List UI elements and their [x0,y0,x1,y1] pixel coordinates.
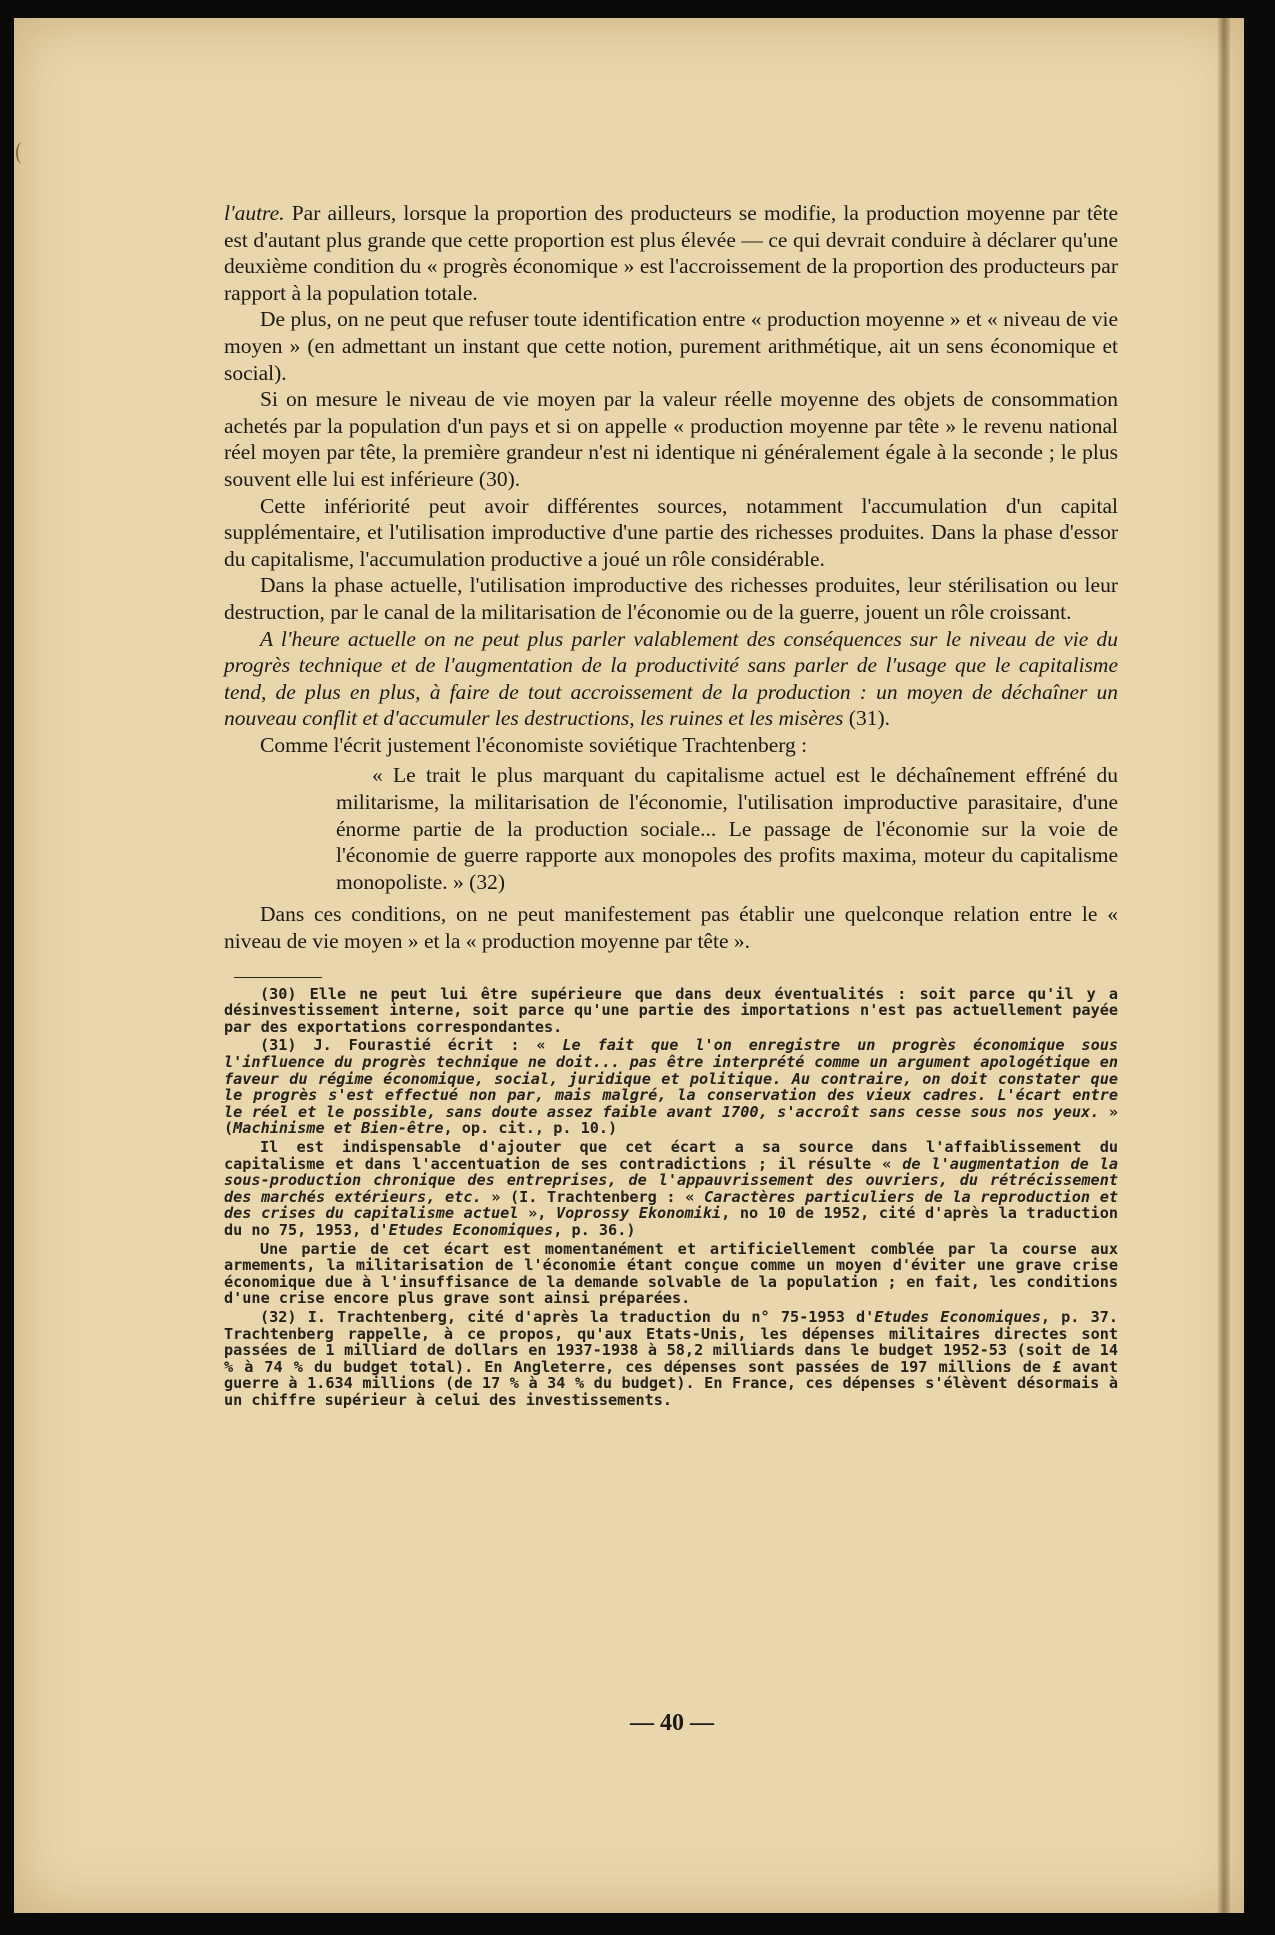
paragraph-1 [224,200,1118,306]
footnote-31b-sep: » (I. Trachtenberg : « [481,1187,705,1206]
footnote-32-intro: (32) I. Trachtenberg, cité d'après la traduction du n° 75-1953 d' [260,1307,875,1326]
footnote-31b-sep2: », [518,1204,556,1223]
footnote-31b-quote: de l'augmentation de la sous-production chronique des entreprises, de l'appauvrissement des ouvriers, du rétrécissement des marchés extérieurs, etc. [224,1154,1119,1206]
footnote-31b-article: Caractères particuliers de la reproduction et des crises du capitalisme actuel [224,1187,1118,1223]
paragraph-1-lead: l'autre. [224,201,285,225]
footnote-31 [224,1037,1118,1137]
footnote-31-cite: , op. cit., p. 10.) [443,1119,618,1138]
page-content [224,200,1118,1410]
paragraph-1-text: Par ailleurs, lorsque la proportion des producteurs se modifie, la production moyenne par tête est d'autant plus grande que cette proportion est plus élevée — ce qui devrait conduire à déclarer qu'une deuxième condition du « progrès économique » est l'accroissement de la proportion des producteurs par rapport à la population totale. [224,201,1118,305]
footnote-31-continued [224,1139,1118,1239]
paragraph-7: Comme l'écrit justement l'économiste soviétique Trachtenberg : [260,732,808,757]
footnote-30: (30) Elle ne peut lui être supérieure que dans deux éventualités : soit parce qu'il y a désinvestissement interne, soit parce qu'une partie des importations n'est pas actuellement payée par des exportations correspondantes. [224,984,1118,1036]
footnote-31-final: Une partie de cet écart est momentanément et artificiellement comblée par la course aux armements, la militarisation de l'économie étant conçue comme un moyen d'éviter une grave crise économique due à l'insuffisance de la demande solvable de la population ; en fait, les conditions d'une crise encore plus grave sont ainsi préparées. [224,1239,1118,1308]
footnote-31b-page: , p. 36.) [553,1220,636,1239]
page-number: — 40 — [630,1710,714,1736]
binding-fold [1218,18,1230,1913]
paragraph-2: De plus, on ne peut que refuser toute identification entre « production moyenne » et « niveau de vie moyen » (en admettant un instant que cette notion, purement arithmétique, ait un sens économique et social). [224,307,1118,385]
footnote-32-source: Etudes Economiques [874,1307,1041,1326]
footnote-32-text: , p. 37. Trachtenberg rappelle, à ce propos, qu'aux Etats-Unis, les dépenses militaires directes sont passées de 1 milliard de dollars en 1937-1938 à 58,2 milliards dans le budget 1952-53 (soit de 14 % à 74 % du budget total). En Angleterre, ces dépenses sont passées de 197 millions de £ avant guerre à 1.634 millions (de 17 % à 34 % du budget). En France, ces dépenses s'élèvent désormais à un chiffre supérieur à celui des investissements. [224,1307,1118,1409]
trachtenberg-quote: « Le trait le plus marquant du capitalisme actuel est le déchaînement effréné du militarisme, la militarisation de l'économie, l'utilisation improductive parasitaire, d'une énorme partie de la production sociale... Le passage de l'économie sur la voie de l'économie de guerre rapporte aux monopoles des profits maxima, moteur du capitalisme monopoliste. » (32) [336,763,1118,894]
footnote-31-title: Machinisme et Bien-être [233,1119,444,1138]
footnote-ref-31: (31). [843,706,890,731]
footnote-31b-source: Etudes Economiques [388,1220,554,1239]
footnote-divider [234,977,322,978]
paragraph-6-italic: A l'heure actuelle on ne peut plus parler valablement des conséquences sur le niveau de vie du progrès technique et de l'augmentation de la productivité sans parler de l'usage que le capitalisme tend, de plus en plus, à faire de tout accroissement de la production : un moyen de déchaîner un nouveau conflit et d'accumuler les destructions, les ruines et les misères [224,626,1118,731]
footnote-31b-intro: Il est indispensable d'ajouter que cet écart a sa source dans l'affaiblissement du capitalisme et dans l'accentuation de ses contradictions ; il résulte « [224,1137,1118,1173]
footnote-31-intro: (31) J. Fourastié écrit : « [260,1036,563,1055]
paragraph-6 [224,626,1118,732]
footnote-32 [224,1309,1118,1409]
paper-mark [16,142,28,164]
paragraph-3: Si on mesure le niveau de vie moyen par la valeur réelle moyenne des objets de consommation achetés par la population d'un pays et si on appelle « production moyenne par tête » le revenu national réel moyen par tête, la première grandeur n'est ni identique ni généralement égale à la seconde ; le plus souvent elle lui est inférieure (30). [224,387,1118,491]
paragraph-4: Cette infériorité peut avoir différentes sources, notamment l'accumulation d'un capital supplémentaire, et l'utilisation improductive d'une partie des richesses produites. Dans la phase d'essor du capitalisme, l'accumulation productive a joué un rôle considérable. [224,493,1118,571]
footnote-31-sep: » ( [224,1102,1118,1138]
footnote-31-quote: Le fait que l'on enregistre un progrès économique sous l'influence du progrès technique ne doit... pas être interprété comme un argument apologétique en faveur du régime économique, social, juridique et politique. Au contraire, on doit constater que le progrès s'est effectué non par, mais malgré, la conservation des vieux cadres. L'écart entre le réel et le possible, sans doute assez faible avant 1700, s'accroît sans cesse sous nos yeux. [224,1036,1118,1121]
paragraph-8: Dans ces conditions, on ne peut manifestement pas établir une quelconque relation entre le « niveau de vie moyen » et la « production moyenne par tête ». [224,902,1118,954]
footnote-31b-journal: Voprossy Ekonomiki [556,1204,722,1223]
footnote-31b-cite: , no 10 de 1952, cité d'après la traduction du no 75, 1953, d' [224,1204,1118,1239]
paragraph-5: Dans la phase actuelle, l'utilisation improductive des richesses produites, leur stérilisation ou leur destruction, par le canal de la militarisation de l'économie ou de la guerre, jouent un rôle croissant. [224,573,1118,624]
